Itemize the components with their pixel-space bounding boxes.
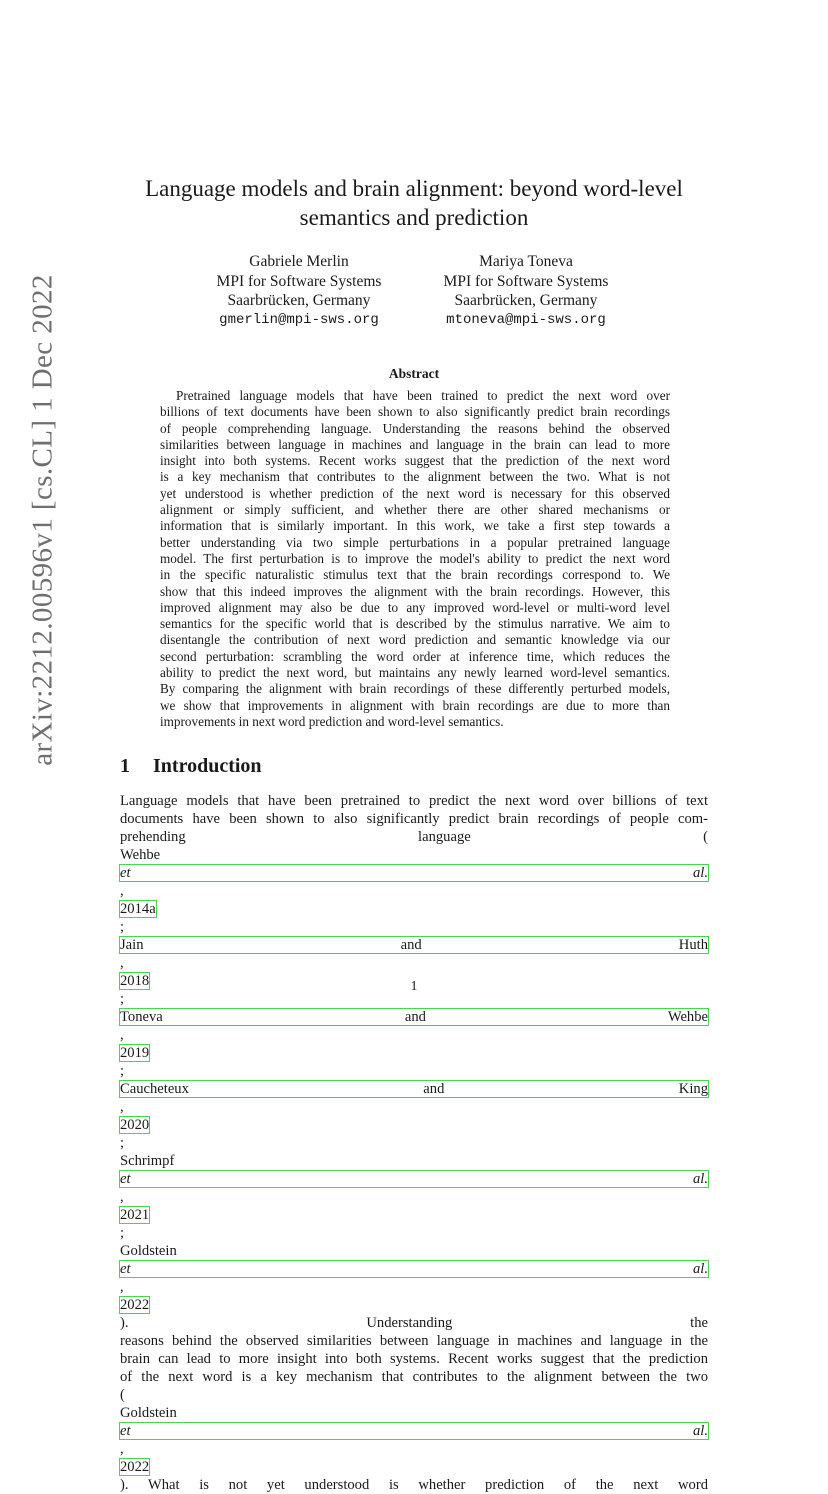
citation-etal: et al. — [120, 1261, 708, 1277]
body-line: documents have been shown to also significantly predict brain recordings of people com- — [120, 811, 708, 827]
citation-year-link[interactable]: 2018 — [120, 973, 150, 989]
citation-year-link[interactable]: 2014a — [120, 901, 156, 917]
abstract-line: Pretrained language models that have been trained to predict the next word over — [176, 388, 670, 403]
author-affiliation: MPI for Software Systems — [216, 272, 382, 290]
citation-separator: , — [120, 1027, 124, 1043]
introduction-body — [120, 792, 708, 1494]
citation-separator: ; — [120, 919, 125, 935]
abstract-line: model. The first perturbation is to improve the model's ability to predict the next word — [160, 550, 670, 566]
author-email[interactable]: mtoneva@mpi-sws.org — [446, 311, 606, 328]
citation-year-link[interactable]: 2020 — [120, 1117, 150, 1133]
abstract-line: of people comprehending language. Understanding the reasons behind the observed — [160, 420, 670, 436]
abstract-line: in the specific naturalistic stimulus text that the brain recordings correspond to. We — [160, 567, 670, 583]
author-email[interactable]: gmerlin@mpi-sws.org — [219, 311, 379, 328]
citation-link[interactable]: Jain and Huth — [120, 937, 708, 953]
body-text: ). What is not yet understood is whether prediction of the next word — [120, 1477, 708, 1493]
citation-author: Schrimpf — [120, 1153, 175, 1169]
citation-separator: , — [120, 1189, 124, 1205]
author-block — [184, 252, 414, 330]
abstract-line: yet understood is whether prediction of the next word is necessary for this observed — [160, 485, 670, 501]
abstract-heading: Abstract — [388, 366, 440, 381]
abstract-line: By comparing the alignment with brain recordings of these differently perturbed models, — [160, 681, 670, 697]
section-title: Introduction — [153, 755, 262, 777]
citation-separator: , — [120, 1279, 124, 1295]
abstract-line: show that this indeed improves the alignment with the brain recordings. However, this — [160, 583, 670, 599]
body-line — [120, 828, 708, 1080]
arxiv-identifier-stamp: arXiv:2212.00596v1 [cs.CL] 1 Dec 2022 — [26, 274, 59, 766]
abstract-line: disentangle the contribution of next word prediction and semantic knowledge via our — [160, 632, 670, 648]
page-number: 1 — [410, 979, 418, 994]
citation-link[interactable]: Toneva and Wehbe — [120, 1009, 708, 1025]
citation-year-link[interactable]: 2019 — [120, 1045, 150, 1061]
abstract-line: billions of text documents have been shown to also significantly predict brain recordings — [160, 404, 670, 420]
citation-etal: et al. — [120, 865, 708, 881]
citation-separator: , — [120, 1441, 124, 1457]
abstract-line: ability to predict the next word, but maintains any newly learned word-level semantics. — [160, 665, 670, 681]
body-text: prehending language ( — [120, 829, 708, 845]
body-line — [120, 1386, 708, 1494]
abstract-body — [160, 388, 670, 730]
body-line — [120, 1080, 708, 1332]
abstract-line: is a key mechanism that contributes to the alignment between the two. What is not — [160, 469, 670, 485]
citation-separator: , — [120, 955, 124, 971]
abstract-line: insight into both systems. Recent works suggest that the prediction of the next word — [160, 453, 670, 469]
citation-etal: et al. — [120, 1423, 708, 1439]
citation-year-link[interactable]: 2022 — [120, 1459, 150, 1475]
body-line: reasons behind the observed similarities between language in machines and language in the — [120, 1333, 708, 1349]
author-affiliation: MPI for Software Systems — [443, 272, 609, 290]
citation-link[interactable]: Caucheteux and King — [120, 1081, 708, 1097]
author-name: Mariya Toneva — [479, 253, 573, 270]
body-line: of the next word is a key mechanism that contributes to the alignment between the two — [120, 1369, 708, 1385]
citation-separator: , — [120, 883, 124, 899]
citation-author: Goldstein — [120, 1243, 177, 1259]
abstract-line: alignment or simply sufficient, and whether there are other shared mechanisms or — [160, 502, 670, 518]
abstract-line: we show that improvements in alignment with brain recordings are due to more than — [160, 697, 670, 713]
citation-separator: ; — [120, 991, 125, 1007]
author-name: Gabriele Merlin — [249, 253, 349, 270]
author-block — [411, 252, 641, 330]
citation-year-link[interactable]: 2021 — [120, 1207, 150, 1223]
section-heading-introduction — [120, 753, 262, 779]
citation-separator: ; — [120, 1225, 125, 1241]
citation-etal: et al. — [120, 1171, 708, 1187]
citation-author: Wehbe — [120, 847, 161, 863]
citation-link[interactable] — [120, 1152, 708, 1187]
body-line: brain can lead to more insight into both systems. Recent works suggest that the prediction — [120, 1351, 708, 1367]
title-line: Language models and brain alignment: beyond word-level — [145, 176, 683, 201]
section-number: 1 — [120, 755, 130, 777]
body-text: ( — [120, 1387, 125, 1403]
body-text: ). Understanding the — [120, 1315, 708, 1331]
abstract-line: improvements in next word prediction and word-level semantics. — [160, 713, 504, 729]
paper-title — [120, 174, 708, 232]
abstract-line: similarities between language in machines and language in the brain can lead to more — [160, 436, 670, 452]
citation-link[interactable] — [120, 1404, 708, 1439]
citation-year-link[interactable]: 2022 — [120, 1297, 150, 1313]
citation-link[interactable] — [120, 846, 708, 881]
citation-separator: ; — [120, 1135, 125, 1151]
abstract-line: second perturbation: scrambling the word order at inference time, which reduces the — [160, 648, 670, 664]
body-line: Language models that have been pretrained to predict the next word over billions of text — [120, 793, 708, 809]
abstract-line: better understanding via two simple perturbations in a popular pretrained language — [160, 534, 670, 550]
abstract-line: semantics for the specific world that is described by the stimulus narrative. We aim to — [160, 616, 670, 632]
title-line: semantics and prediction — [299, 205, 529, 230]
abstract-line: information that is similarly important. In this work, we take a first step towards a — [160, 518, 670, 534]
author-location: Saarbrücken, Germany — [454, 292, 598, 310]
body-text: ; — [120, 1063, 125, 1079]
citation-author: Goldstein — [120, 1405, 177, 1421]
citation-link[interactable] — [120, 1242, 708, 1277]
author-location: Saarbrücken, Germany — [227, 292, 371, 310]
citation-separator: , — [120, 1099, 124, 1115]
abstract-line: improved alignment may also be due to any improved word-level or multi-word level — [160, 599, 670, 615]
